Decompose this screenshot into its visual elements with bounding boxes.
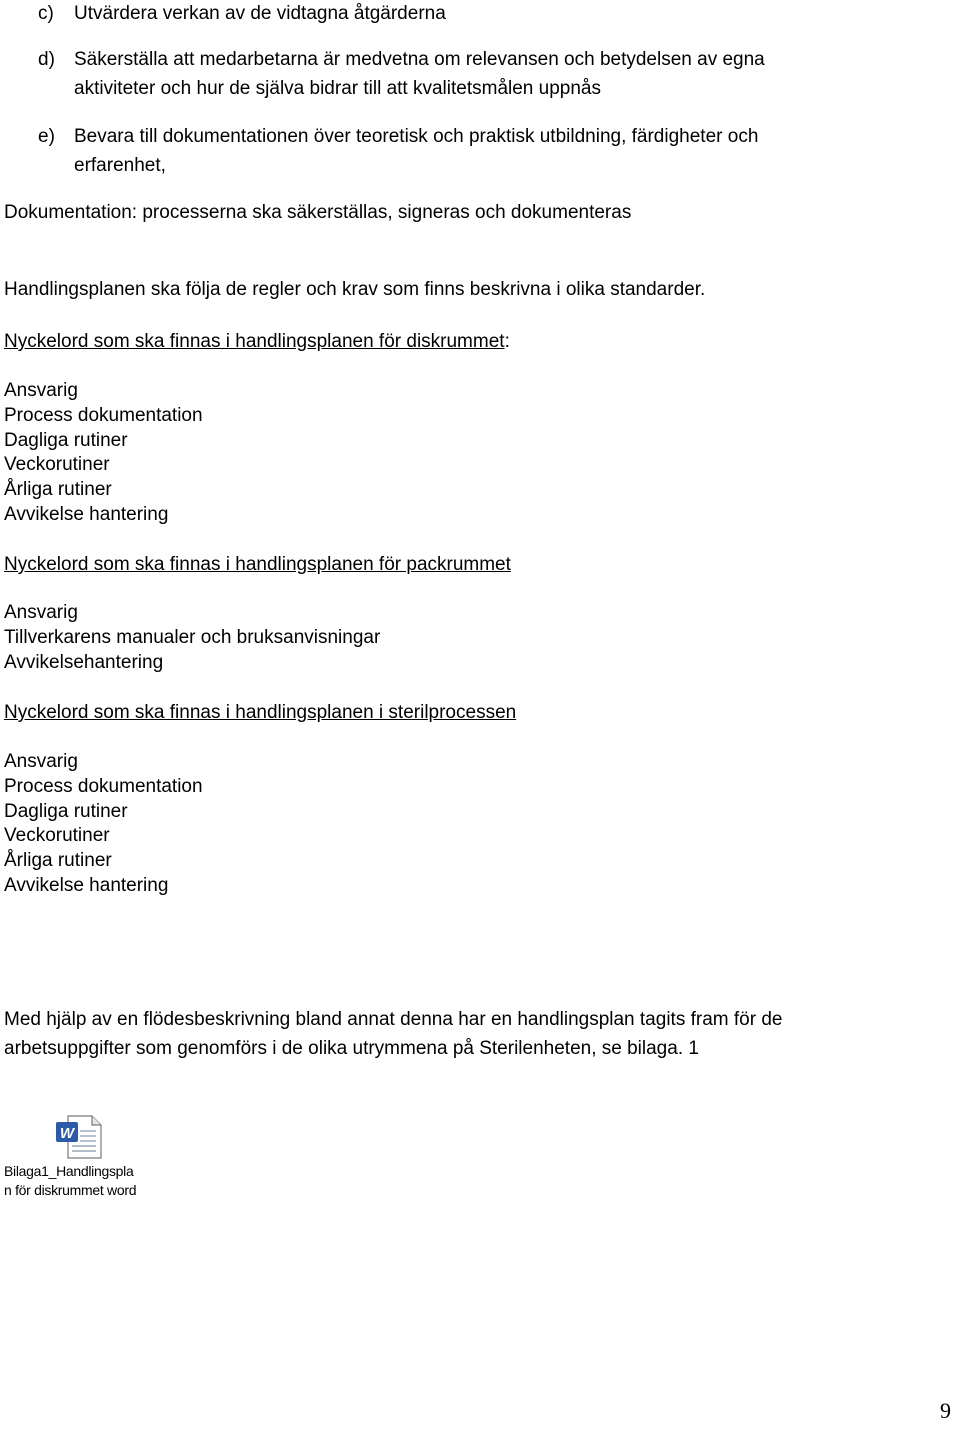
keyword: Tillverkarens manualer och bruksanvisningar — [4, 626, 381, 648]
keyword: Ansvarig — [4, 602, 78, 623]
keyword: Dagliga rutiner — [4, 429, 128, 451]
keyword: Avvikelse hantering — [4, 874, 169, 896]
keyword-list-packrummet — [4, 601, 380, 675]
keyword-list-sterilprocessen — [4, 750, 203, 899]
item-label: e) — [38, 126, 55, 147]
section-heading-diskrummet: Nyckelord som ska finnas i handlingsplanen för diskrummet: — [4, 331, 510, 352]
item-label: d) — [38, 49, 55, 70]
section-heading-packrummet: Nyckelord som ska finnas i handlingsplanen för packrummet — [4, 554, 511, 575]
keyword: Årliga rutiner — [4, 850, 112, 872]
attachment-caption: Bilaga1_Handlingspla n för diskrummet word — [4, 1163, 137, 1198]
keyword: Dagliga rutiner — [4, 800, 128, 822]
word-document-icon — [54, 1114, 104, 1160]
keyword: Veckorutiner — [4, 825, 110, 847]
page-number: 9 — [940, 1398, 951, 1423]
keyword: Avvikelse hantering — [4, 503, 169, 525]
paragraph-handlingsplanen: Handlingsplanen ska följa de regler och krav som finns beskrivna i olika standarder. — [4, 279, 706, 300]
item-text: Bevara till dokumentationen över teoretisk och praktisk utbildning, färdigheter och erfarenhet, — [74, 126, 759, 176]
keyword: Ansvarig — [4, 380, 78, 401]
keyword: Process dokumentation — [4, 775, 203, 797]
item-label: c) — [38, 3, 54, 24]
svg-text:W: W — [59, 1125, 75, 1142]
keyword: Process dokumentation — [4, 404, 203, 426]
keyword: Årliga rutiner — [4, 479, 112, 501]
keyword: Avvikelsehantering — [4, 651, 164, 673]
closing-paragraph: Med hjälp av en flödesbeskrivning bland annat denna har en handlingsplan tagits fram för de arbetsuppgifter som genomförs i de olika utrymmena på Sterilenheten, se bilaga. 1 — [4, 1009, 783, 1059]
section-heading-sterilprocessen: Nyckelord som ska finnas i handlingsplanen i sterilprocessen — [4, 702, 517, 723]
paragraph-dokumentation: Dokumentation: processerna ska säkerställas, signeras och dokumenteras — [4, 202, 632, 223]
item-text: Utvärdera verkan av de vidtagna åtgärderna — [74, 3, 446, 24]
keyword: Veckorutiner — [4, 454, 110, 476]
item-text: Säkerställa att medarbetarna är medvetna om relevansen och betydelsen av egna aktiviteter och hur de själva bidrar till att kvalitetsmålen uppnås — [74, 49, 765, 99]
keyword-list-diskrummet — [4, 379, 203, 528]
keyword: Ansvarig — [4, 751, 78, 772]
